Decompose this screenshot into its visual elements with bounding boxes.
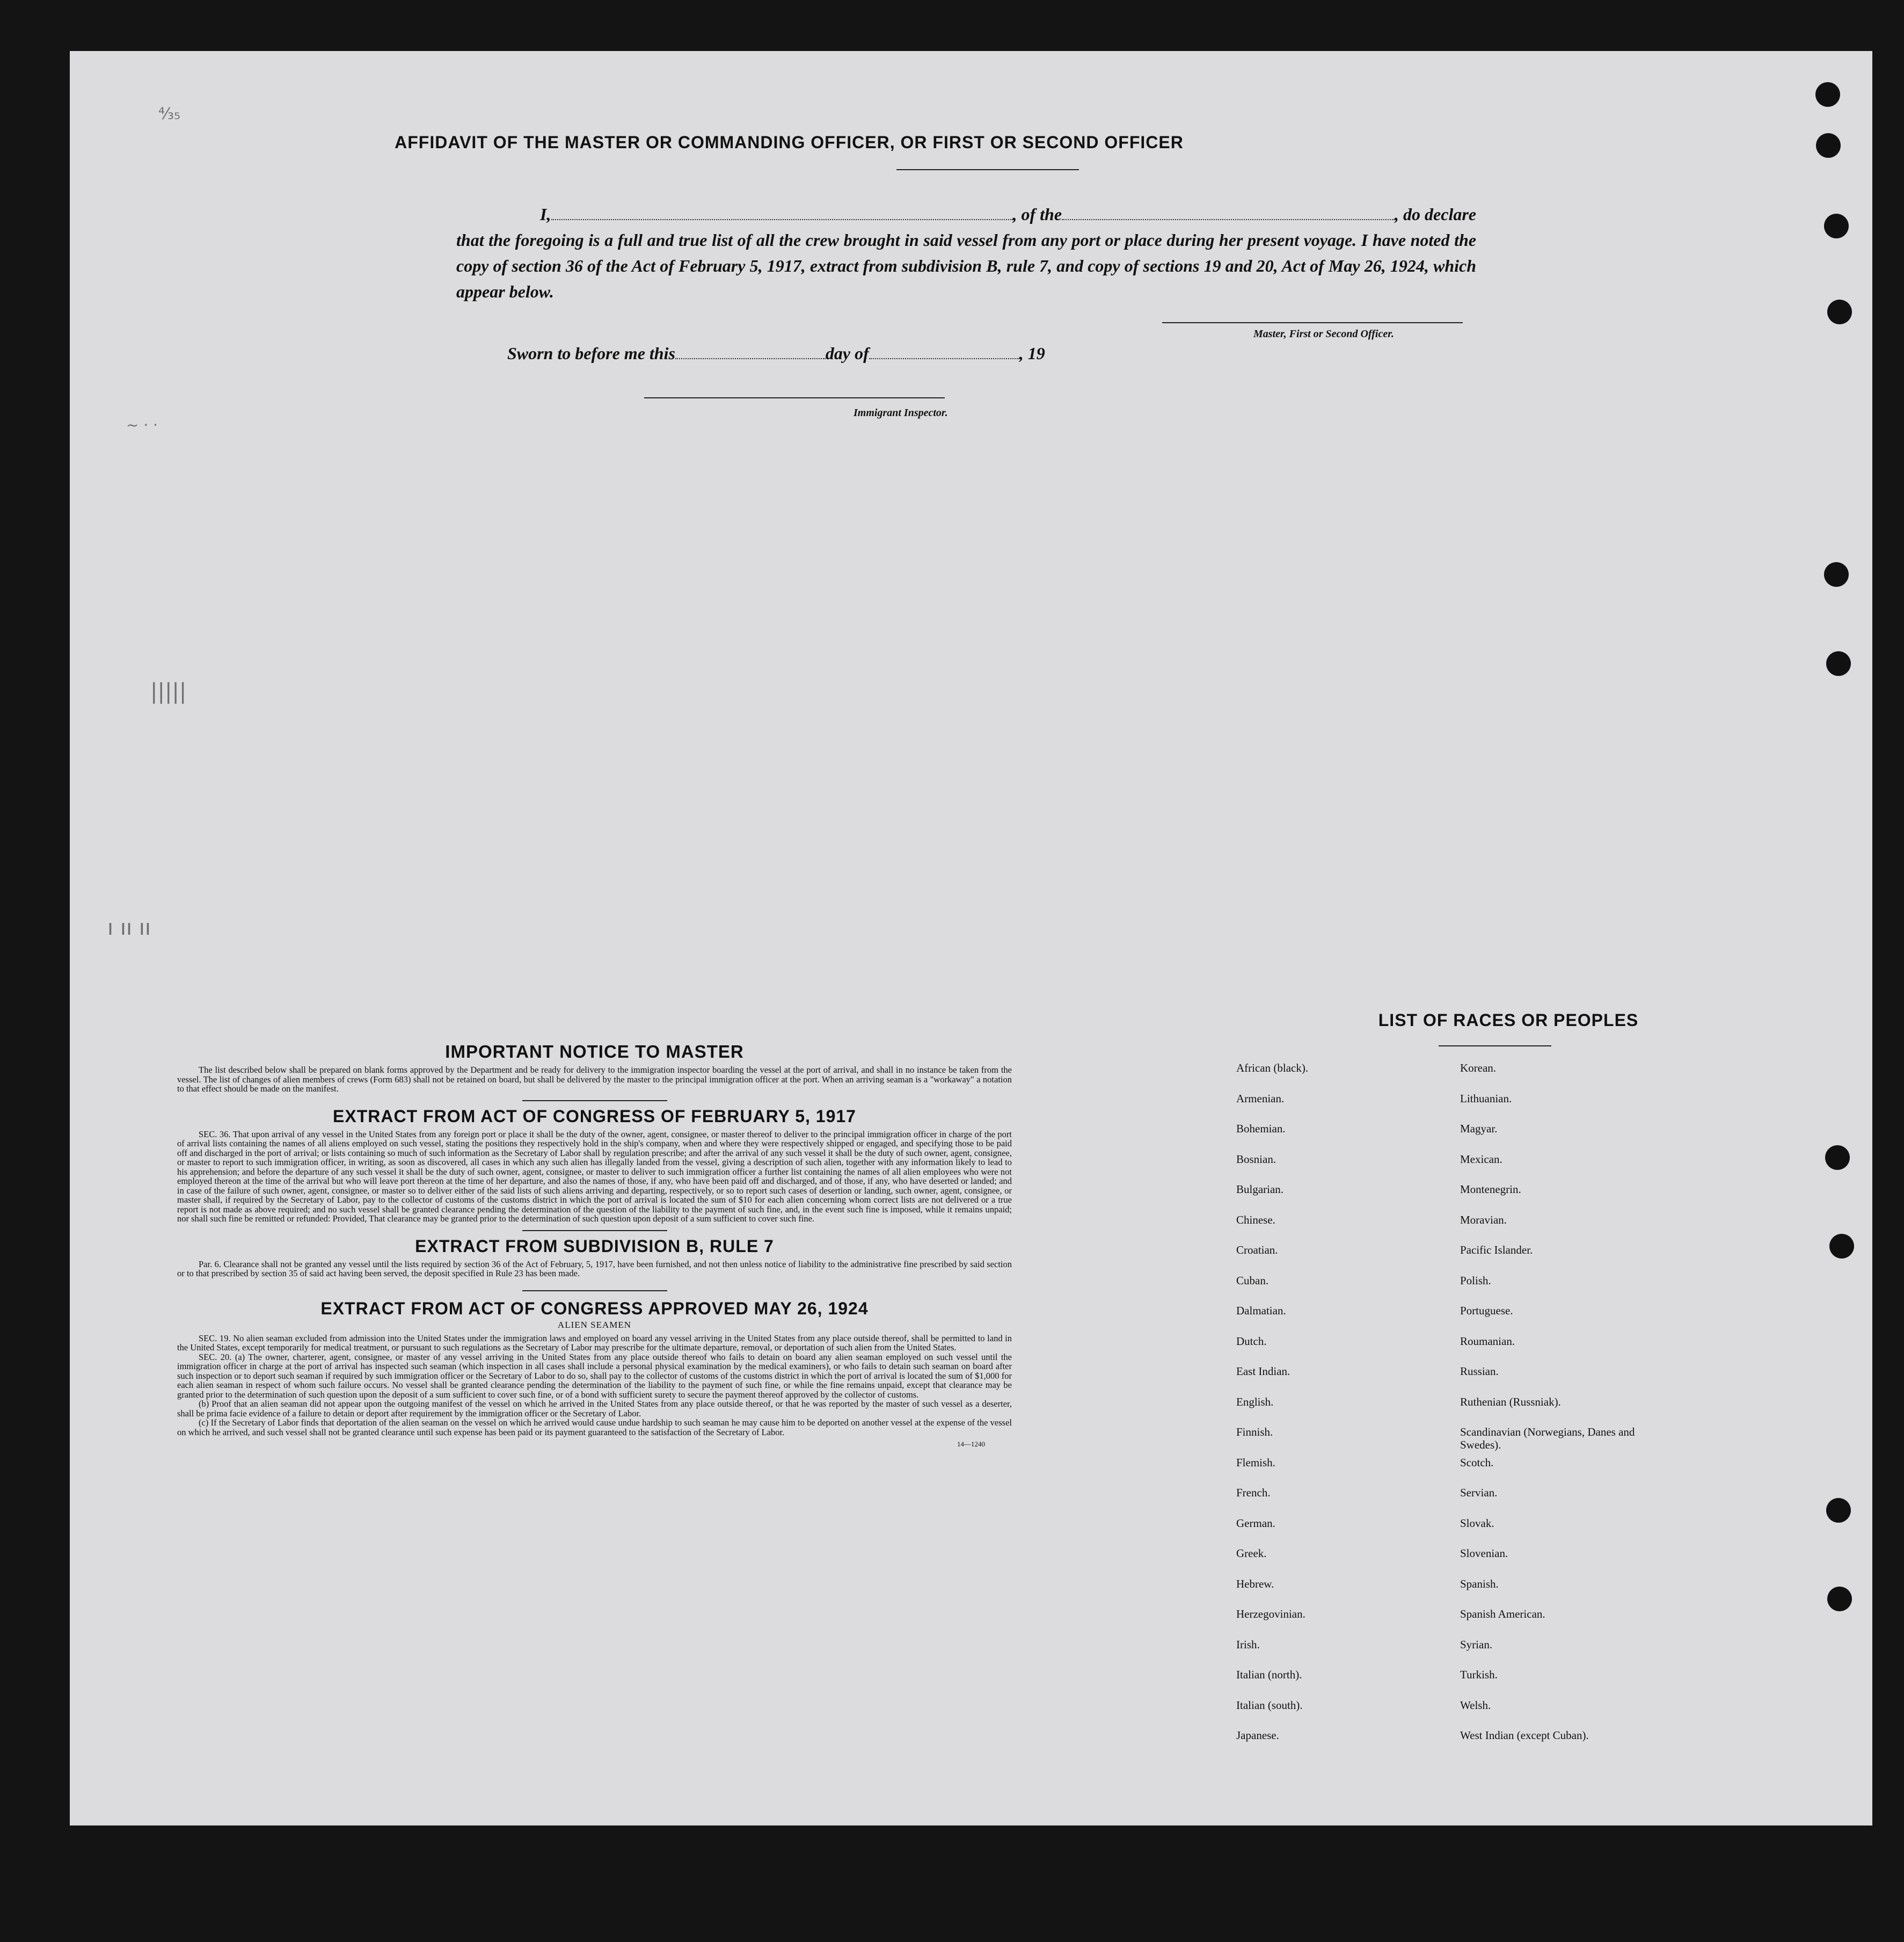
sec-36-paragraph: SEC. 36. That upon arrival of any vessel in the United States from any foreign port or place it shall be the duty of the owner, agent, consignee, or master thereof to deliver to the principal immigration officer in charge of the port of arrival lists containing the names of all aliens employed on such vessel, stating the positions they respectively hold in the ship's company, when and where they were respectively shipped or engaged, and specifying those to be paid off and discharged in the port of arrival; or lists containing so much of such information as the Secretary of Labor shall by regulation prescribe; and after the arrival of any such vessel it shall be the duty of such owner, agent, consignee, or master to report to such immigration officer, in writing, as soon as discovered, all cases in which any such alien has illegally landed from the vessel, giving a description of such alien, together with any information likely to lead to his apprehension; and before the departure of any such vessel it shall be the duty of such owner, agent, consignee, or master to deliver to such immigration officer a further list containing the names of all alien employees who were not employed thereon at the time of the arrival but who will leave port thereon at the time of her departure, and also the names of those, if any, who have been paid off and discharged, and of those, if any, who have deserted or landed; and in case of the failure of such owner, agent, consignee, or master so to deliver either of the said lists of such aliens arriving and departing, respectively, or so to report such cases of desertion or landing, such owner, agent, consignee, or master shall, if required by the Secretary of Labor, pay to the collector of customs of the customs district in which the port of arrival is located the sum of $10 for each alien concerning whom correct lists are not delivered or a true report is not made as above required; and no such vessel shall be granted clearance pending the determination of the question of the liability to the payment of such fine, and, in the event such fine is imposed, while it remains unpaid; nor shall such fine be remitted or refunded: Provided, That clearance may be granted prior to the determination of such question upon deposit of a sum sufficient to cover such fine. [177, 1129, 1012, 1224]
sec-20c-paragraph: (c) If the Secretary of Labor finds that deportation of the alien seaman on the vessel on which he arrived would cause undue hardship to such seaman he may cause him to be deported on another vessel at the expense of the vessel on which he arrived, and such vessel shall not be granted clearance until such expense has been paid or its payment guaranteed to the satisfaction of the Secretary of Labor. [177, 1417, 1012, 1437]
notice-paragraph: The list described below shall be prepared on blank forms approved by the Department and be ready for delivery to the immigration inspector boarding the vessel at the port of arrival, and shall in no instance be taken from the vessel. The list of changes of alien members of crews (Form 683) shall not be retained on board, but shall be delivered by the master to the principal immigration officer at the port. When an arriving seaman is a "workaway" a notation to that effect should be made on the manifest. [177, 1065, 1012, 1094]
races-column-2 [1460, 1061, 1675, 1759]
vessel-blank[interactable] [1062, 219, 1395, 220]
affidavit-title: AFFIDAVIT OF THE MASTER OR COMMANDING OFFICER, OR FIRST OR SECOND OFFICER [395, 133, 1184, 152]
punch-hole [1826, 1498, 1851, 1523]
race-item: Mexican. [1460, 1152, 1502, 1166]
race-item: English. [1236, 1395, 1274, 1408]
punch-hole [1816, 133, 1841, 158]
race-item: Scotch. [1460, 1456, 1494, 1469]
race-item: Cuban. [1236, 1274, 1269, 1287]
race-item: Lithuanian. [1460, 1092, 1512, 1105]
extract-1924-text [177, 1334, 1012, 1437]
race-item: Bosnian. [1236, 1152, 1276, 1166]
notice-title: IMPORTANT NOTICE TO MASTER [445, 1042, 744, 1061]
race-item: Italian (south). [1236, 1698, 1303, 1712]
declaration-body: that the foregoing is a full and true list of all the crew brought in said vessel from any port or place during her present voyage. I have noted the copy of section 36 of the Act of February 5, 1917, extract from subdivision B, rule 7, and copy of sections 19 and 20, Act of May 26, 1924, which appear below. [456, 230, 1476, 301]
race-item: Korean. [1460, 1061, 1497, 1074]
pencil-mark: ||||| [150, 679, 187, 704]
rule-7-text [177, 1260, 1012, 1278]
inspector-signature-line[interactable] [644, 397, 945, 398]
race-item: Moravian. [1460, 1213, 1507, 1226]
race-item: Spanish. [1460, 1577, 1499, 1590]
legal-section [177, 1042, 1012, 1449]
race-item: Polish. [1460, 1274, 1491, 1287]
notice-text [177, 1065, 1012, 1094]
divider [522, 1230, 667, 1231]
master-signature-label: Master, First or Second Officer. [1253, 328, 1394, 340]
sec-20a-paragraph: SEC. 20. (a) The owner, charterer, agent, consignee, or master of any vessel arriving in the United States from any place outside thereof who fails to detain on board any alien seaman employed on such vessel until the immigration officer in charge at the port of arrival has inspected such seaman (which inspection in all cases shall include a personal physical examination by the medical examiners), or who fails to detain such seaman on board after such inspection or to deport such seaman if required by such immigration officer or the Secretary of Labor to do so, shall pay to the collector of customs of the customs district in which the port of arrival is located the sum of $1,000 for each alien seaman in respect of whom such failure occurs. No vessel shall be granted clearance pending the determination of the liability to the payment of such fine, or while the fine remains unpaid, except that clearance may be granted prior to the determination of such question upon the deposit of a sum sufficient to cover such fine, or of a bond with sufficient surety to secure the payment thereof approved by the collector of customs. [177, 1351, 1012, 1400]
race-item: Turkish. [1460, 1668, 1498, 1681]
par-6-paragraph: Par. 6. Clearance shall not be granted any vessel until the lists required by section 36 of the Act of February, 5, 1917, have been furnished, and not then unless notice of liability to the administrative fine prescribed by said section or to that prescribed by section 35 of said act having been served, the deposit specified in Rule 23 has been made. [177, 1259, 1012, 1278]
race-item: Dutch. [1236, 1334, 1267, 1348]
race-item: Bohemian. [1236, 1122, 1286, 1135]
affidavit-text [456, 201, 1476, 304]
race-item: German. [1236, 1516, 1275, 1530]
declaration-i: I, [540, 205, 551, 224]
name-blank[interactable] [551, 219, 1013, 220]
sec-19-paragraph: SEC. 19. No alien seaman excluded from admission into the United States under the immigration laws and employed on board any vessel arriving in the United States from any place outside thereof, shall be permitted to land in the United States, except temporarily for medical treatment, or pursuant to such regulations as the Secretary of Labor may prescribe for the ultimate departure, removal, or deportation of such alien from the United States. [177, 1333, 1012, 1352]
pencil-mark: ⁴⁄₃₅ [158, 105, 181, 123]
sworn-text: Sworn to before me this [507, 344, 675, 363]
race-item: Hebrew. [1236, 1577, 1274, 1590]
race-item: Roumanian. [1460, 1334, 1515, 1348]
sec-20b-paragraph: (b) Proof that an alien seaman did not appear upon the outgoing manifest of the vessel on which he arrived in the United States from any place outside thereof, or that he was reported by the master of such vessel as a deserter, shall be prima facie evidence of a failure to detain or deport after requirement by the immigration officer or the Secretary of Labor. [177, 1399, 1012, 1419]
race-item: Russian. [1460, 1365, 1499, 1378]
sworn-line [507, 344, 1045, 363]
race-item: Servian. [1460, 1486, 1498, 1499]
divider [522, 1100, 667, 1101]
race-item: Italian (north). [1236, 1668, 1302, 1681]
punch-hole [1824, 214, 1849, 238]
document-page [70, 51, 1872, 1825]
rule-7-title: EXTRACT FROM SUBDIVISION B, RULE 7 [415, 1236, 774, 1256]
race-item: Greek. [1236, 1547, 1267, 1560]
year-text: , 19 [1019, 344, 1045, 363]
declaration-do-declare: , do declare [1395, 205, 1476, 224]
race-item: Slovenian. [1460, 1547, 1508, 1560]
extract-1917-text [177, 1130, 1012, 1224]
race-item: Flemish. [1236, 1456, 1275, 1469]
divider [1439, 1045, 1551, 1046]
race-item: Portuguese. [1460, 1304, 1513, 1317]
race-item: Spanish American. [1460, 1608, 1545, 1620]
race-item: African (black). [1236, 1061, 1309, 1074]
day-blank[interactable] [675, 358, 826, 359]
race-item: Magyar. [1460, 1122, 1498, 1135]
race-item: East Indian. [1236, 1365, 1290, 1378]
day-of-text: day of [825, 344, 869, 363]
pencil-mark: ~ · · [126, 416, 158, 434]
races-title: LIST OF RACES OR PEOPLES [1378, 1010, 1639, 1030]
race-item: French. [1236, 1486, 1271, 1499]
declaration-of-the: , of the [1012, 205, 1062, 224]
race-item: Irish. [1236, 1638, 1260, 1651]
race-item: Welsh. [1460, 1698, 1491, 1712]
race-item: West Indian (except Cuban). [1460, 1729, 1589, 1742]
race-item: Scandinavian (Norwegians, Danes and Swedes). [1460, 1425, 1635, 1451]
race-item: Ruthenian (Russniak). [1460, 1395, 1561, 1408]
extract-1924-title: EXTRACT FROM ACT OF CONGRESS APPROVED MAY 26, 1924 [320, 1298, 869, 1318]
race-item: Pacific Islander. [1460, 1243, 1533, 1256]
punch-hole [1826, 651, 1851, 676]
punch-hole [1827, 1587, 1852, 1611]
pencil-mark: ı ıı ıı [107, 915, 151, 940]
inspector-signature-label: Immigrant Inspector. [853, 407, 948, 419]
punch-hole [1825, 1145, 1850, 1170]
race-item: Slovak. [1460, 1516, 1494, 1530]
form-number: 14—1240 [957, 1440, 985, 1448]
punch-hole [1824, 562, 1849, 587]
declaration-line [456, 201, 1476, 227]
races-column-1 [1236, 1061, 1440, 1759]
punch-hole [1827, 300, 1852, 324]
punch-hole [1829, 1234, 1854, 1259]
race-item: Armenian. [1236, 1092, 1285, 1105]
punch-hole [1815, 82, 1840, 107]
race-item: Japanese. [1236, 1729, 1279, 1742]
race-item: Montenegrin. [1460, 1183, 1521, 1196]
race-item: Croatian. [1236, 1243, 1278, 1256]
race-item: Syrian. [1460, 1638, 1493, 1651]
divider [896, 169, 1079, 170]
alien-seamen-subtitle: ALIEN SEAMEN [557, 1319, 632, 1330]
extract-1917-title: EXTRACT FROM ACT OF CONGRESS OF FEBRUARY 5, 1917 [333, 1106, 856, 1126]
race-item: Dalmatian. [1236, 1304, 1286, 1317]
master-signature-line[interactable] [1162, 322, 1463, 323]
race-item: Bulgarian. [1236, 1183, 1284, 1196]
race-item: Herzegovinian. [1236, 1608, 1305, 1620]
race-item: Finnish. [1236, 1425, 1273, 1438]
month-blank[interactable] [869, 358, 1019, 359]
divider [522, 1290, 667, 1291]
race-item: Chinese. [1236, 1213, 1275, 1226]
